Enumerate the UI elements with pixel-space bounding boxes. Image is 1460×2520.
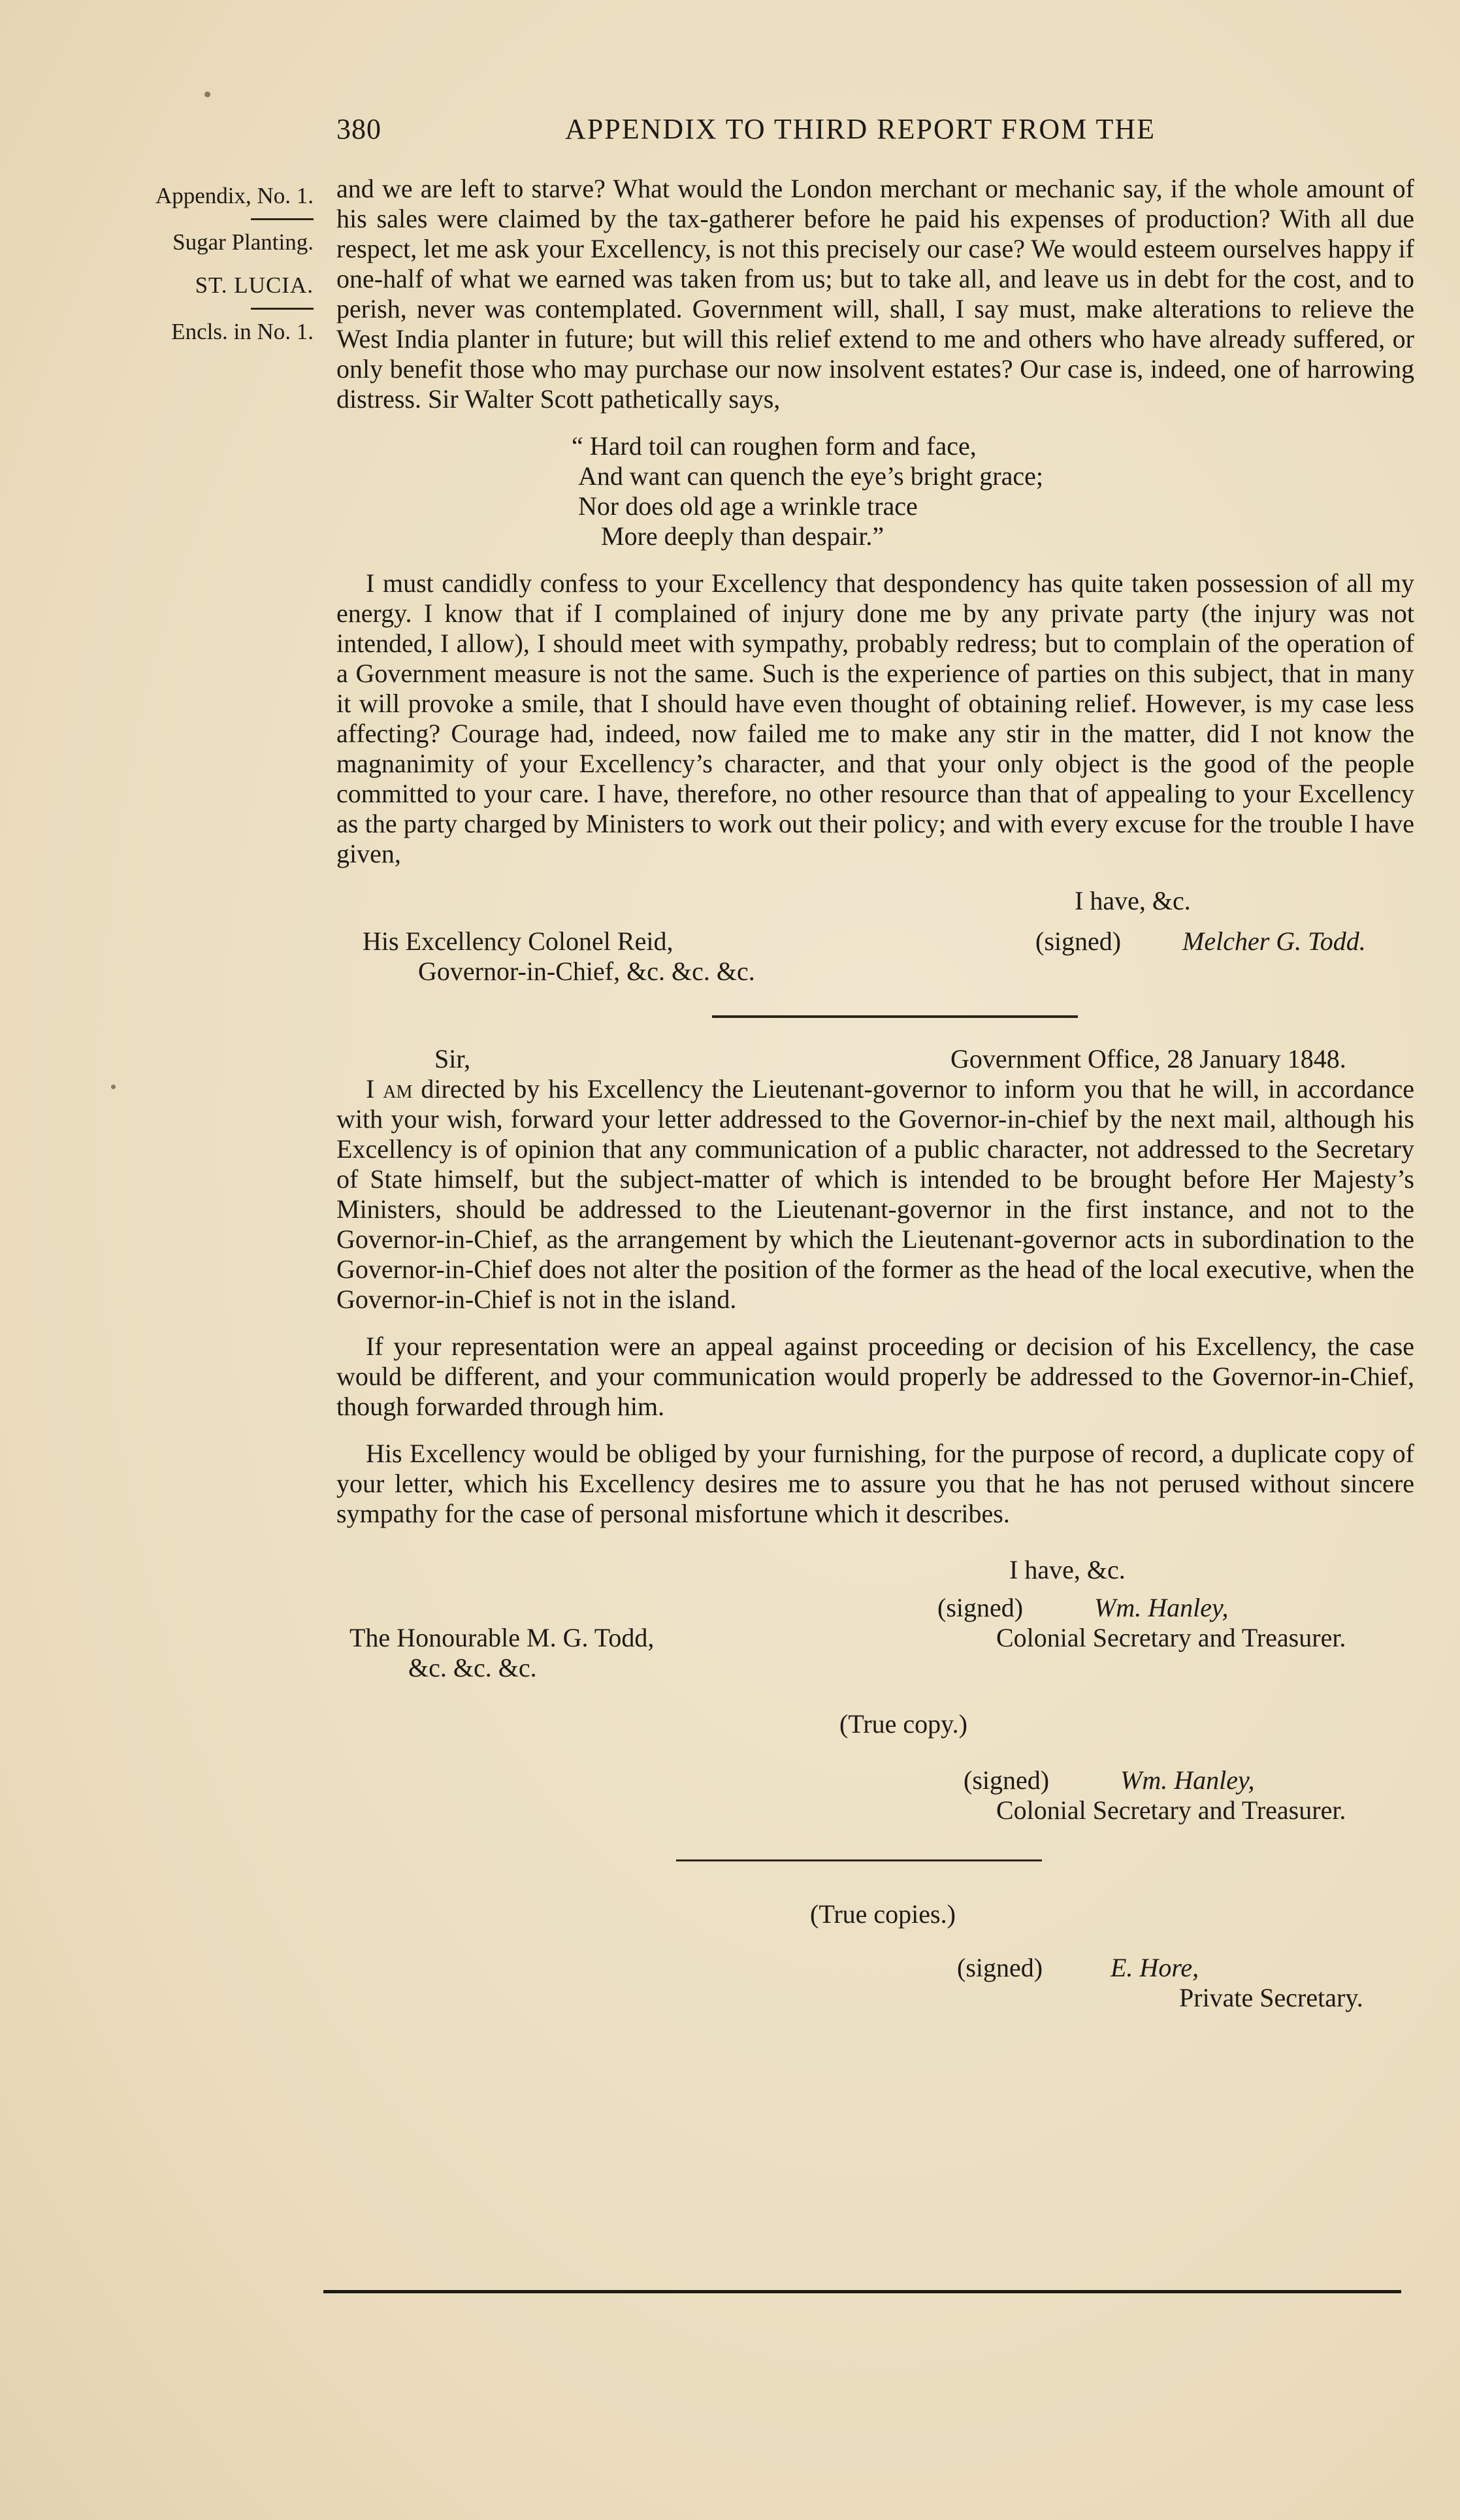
poem-line: Nor does old age a wrinkle trace <box>578 491 918 521</box>
letter2-addressee-row <box>336 1623 1414 1653</box>
letter1-closing: I have, &c. <box>1075 886 1191 915</box>
enclosures-label: Encls. in No. 1. <box>171 319 314 344</box>
ink-spot <box>111 1085 116 1089</box>
letter2-signatory: Wm. Hanley, <box>1094 1593 1229 1622</box>
letter2-true-copy: (True copy.) <box>839 1709 967 1739</box>
letter1-addressee-title: Governor-in-Chief, &c. &c. &c. <box>418 957 755 986</box>
letter2-opening-words: I am <box>366 1074 413 1104</box>
margin-notes <box>98 182 314 354</box>
letter1-paragraph1: and we are left to starve? What would the London merchant or mechanic say, if the whole amount of his sales were claimed by the tax-gatherer before he paid his expenses of production? With all due respect, let me ask your Excellency, is not this precisely our case? We would esteem ourselves happy if one-half of what we earned was taken from us; but to take all, and leave us in debt for the cost, and to perish, never was contemplated. Government will, shall, I say must, make alterations to relieve the West India planter in future; but will this relief extend to me and others who have already suffered, or only benefit those who may purchase our now insolvent estates? Our case is, indeed, one of harrowing distress. Sir Walter Scott pathetically says, <box>336 174 1414 414</box>
letter2-signatory2: Wm. Hanley, <box>1120 1765 1255 1795</box>
attestation-title-row <box>336 1983 1414 2013</box>
letter1-paragraph2: I must candidly confess to your Excellency that despondency has quite taken possession of all my energy. I know that if I complained of injury done me by any private party (the injury was not intended, I allow), I should meet with sympathy, probably redress; but to complain of the operation of a Government measure is not the same. Such is the experience of parties on this subject, that in many it will provoke a smile, that I should have even thought of obtaining relief. However, is my case less affecting? Courage had, indeed, now failed me to make any stir in the matter, did I not know the magnanimity of your Excellency’s character, and that your only object is the good of the people committed to your care. I have, therefore, no other resource than that of appealing to your Excellency as the party charged by Ministers to work out their policy; and with every excuse for the trouble I have given, <box>336 568 1414 868</box>
attestation-signature-row <box>336 1953 1414 1983</box>
letter1-addressee: His Excellency Colonel Reid, <box>363 926 673 956</box>
letter2-paragraph3: His Excellency would be obliged by your furnishing, for the purpose of record, a duplicate copy of your letter, which his Excellency desires me to assure you that he has not perused without sincere sympathy for the case of personal misfortune which it describes. <box>336 1439 1414 1528</box>
ink-spot <box>204 91 210 97</box>
letter2-signed: (signed) <box>937 1593 1024 1622</box>
letter1-signed: (signed) <box>1035 926 1122 956</box>
letter2-closing: I have, &c. <box>1009 1555 1126 1584</box>
letter2-signature-row <box>336 1593 1414 1623</box>
poem-line: “ Hard toil can roughen form and face, <box>572 431 977 461</box>
letter2-closing-row <box>336 1555 1414 1585</box>
attestation-signatory: E. Hore, <box>1111 1953 1199 1982</box>
poem-quote <box>572 431 1414 551</box>
poem-line: And want can quench the eye’s bright grace; <box>578 461 1043 491</box>
letter1-signature-row <box>336 926 1414 957</box>
attestation-true-copies: (True copies.) <box>810 1899 956 1929</box>
appendix-label: Appendix, No. 1. <box>155 183 314 208</box>
page-bottom-rule <box>323 2290 1401 2293</box>
letter2-signatory2-title: Colonial Secretary and Treasurer. <box>996 1795 1346 1825</box>
page-number: 380 <box>336 113 381 145</box>
letter2-paragraph2: If your representation were an appeal against proceeding or decision of his Excellency, the case would be different, and your communication would properly be addressed to the Governor-in-Chief, though forwarded through him. <box>336 1332 1414 1421</box>
letter2-second-signature-row <box>336 1765 1414 1795</box>
margin-rule <box>251 308 314 310</box>
letter2-paragraph1-text: directed by his Excellency the Lieutenant-governor to inform you that he will, in accordance with your wish, forward your letter addressed to the Governor-in-chief by the next mail, although his Excellency is of opinion that any communication of a public character, not addressed to the Secretary of State himself, but the subject-matter of which is intended to be brought before Her Majesty’s Ministers, should be addressed to the Lieutenant-governor in the first instance, and not to the Governor-in-Chief, as the arrangement by which the Lieutenant-governor acts in subordination to the Governor-in-Chief does not alter the position of the former as the head of the local executive, when the Governor-in-Chief is not in the island. <box>336 1074 1415 1314</box>
letter1-signatory: Melcher G. Todd. <box>1182 926 1366 956</box>
margin-rule <box>251 218 314 220</box>
letter1-closing-row <box>336 886 1414 916</box>
running-title: APPENDIX TO THIRD REPORT FROM THE <box>565 113 1156 145</box>
attestation-title: Private Secretary. <box>1179 1983 1363 2012</box>
poem-line: More deeply than despair.” <box>601 521 884 551</box>
letter2-dateline: Government Office, 28 January 1848. <box>950 1044 1346 1073</box>
letter2-addressee-title: &c. &c. &c. <box>408 1653 537 1682</box>
letter2-header-row <box>336 1044 1414 1074</box>
letter2-paragraph1 <box>336 1074 1414 1315</box>
letter2-signed2: (signed) <box>964 1765 1050 1795</box>
letter2-salutation: Sir, <box>434 1044 471 1073</box>
letter2-addressee: The Honourable M. G. Todd, <box>349 1623 655 1652</box>
letter1-addressee-row <box>336 957 1414 987</box>
letter2-true-copy-row <box>336 1709 1414 1739</box>
letter2-second-title-row <box>336 1795 1414 1825</box>
colony-label: ST. LUCIA. <box>195 272 314 298</box>
attestation-row <box>336 1899 1414 1929</box>
section-divider <box>712 1015 1078 1018</box>
attestation-signed: (signed) <box>957 1953 1043 1982</box>
letter2-signatory-title: Colonial Secretary and Treasurer. <box>996 1623 1346 1652</box>
subject-label: Sugar Planting. <box>172 229 314 255</box>
document-body <box>336 174 1414 2013</box>
letter2-addressee-title-row <box>336 1653 1414 1683</box>
section-divider <box>676 1859 1042 1861</box>
